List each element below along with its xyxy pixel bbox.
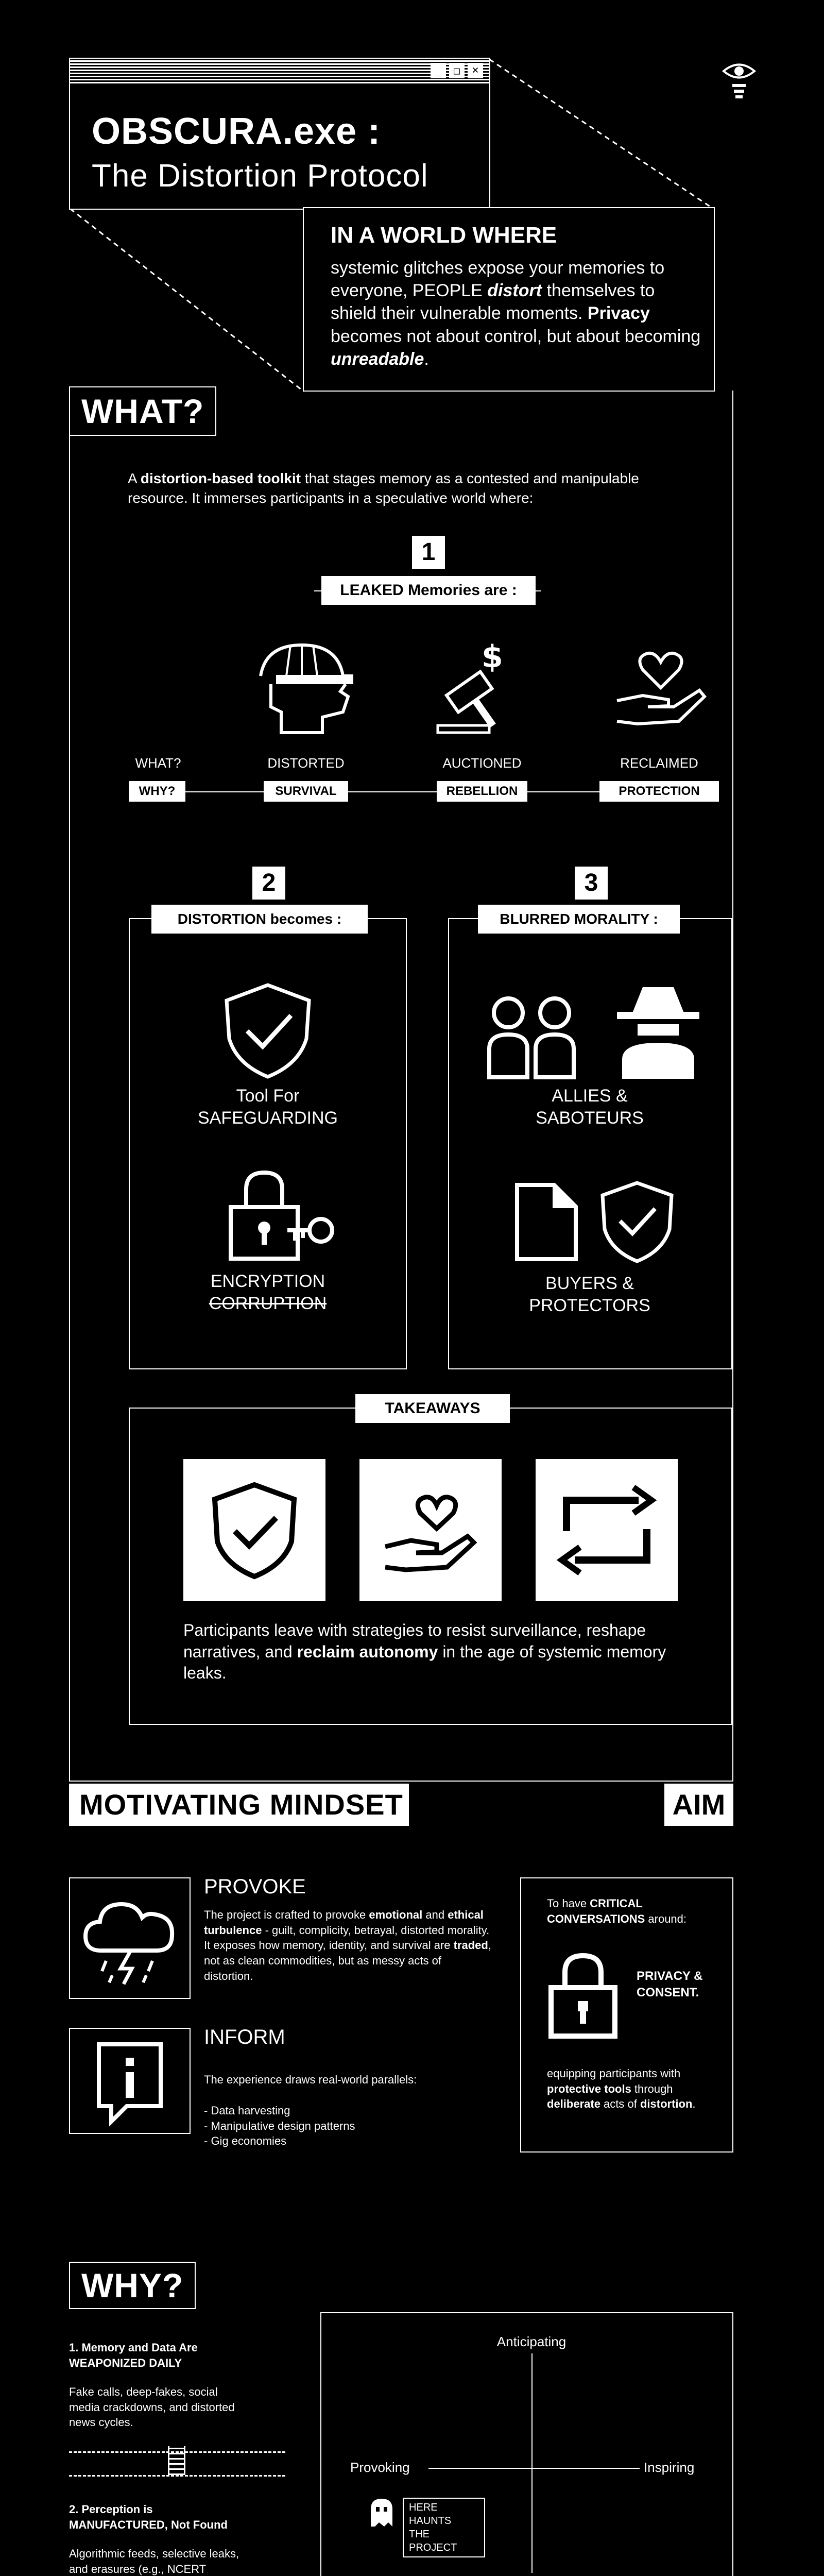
- heart-hand-tile-icon: [359, 1459, 502, 1601]
- world-body: systemic glitches expose your memories to everyone, PEOPLE distort themselves to shield their vulnerable moments. Privacy becomes not about control, but about becoming unreadable.: [331, 258, 701, 369]
- svg-text:$: $: [482, 639, 503, 675]
- aim-heading: AIM: [664, 1784, 733, 1826]
- minimize-button[interactable]: _: [431, 63, 446, 78]
- why-row-label: WHY?: [129, 781, 185, 802]
- document-icon: [513, 1181, 580, 1263]
- info-speech-icon: [70, 2029, 190, 2133]
- hacker-head-icon: [245, 635, 364, 738]
- why-connector-1: [168, 2446, 185, 2475]
- takeaways-label: TAKEAWAYS: [355, 1394, 510, 1423]
- title-bar: [70, 59, 489, 83]
- protection-label: PROTECTION: [599, 781, 719, 802]
- inform-intro: The experience draws real-world parallels:: [204, 2073, 417, 2086]
- why-heading: WHY?: [69, 2262, 196, 2309]
- what-heading: WHAT?: [69, 386, 216, 436]
- aim-privacy: PRIVACY & CONSENT.: [637, 1969, 703, 2000]
- window-controls: [431, 63, 483, 78]
- ghost-icon: [369, 2497, 394, 2528]
- allies-people-icon: [485, 987, 578, 1080]
- step-3-badge: 3: [575, 867, 608, 900]
- distortion-label: DISTORTION becomes :: [151, 905, 368, 934]
- buyers-caption: BUYERS & PROTECTORS: [529, 1274, 650, 1315]
- axis-left-label: Provoking: [350, 2460, 410, 2475]
- axis-top-label: Anticipating: [496, 2334, 566, 2349]
- axis-right-label: Inspiring: [644, 2460, 695, 2475]
- storm-cloud-icon: [70, 1878, 190, 1998]
- allies-caption: ALLIES & SABOTEURS: [536, 1086, 644, 1128]
- shield-check-icon: [221, 982, 314, 1080]
- heart-hand-icon: [612, 639, 710, 732]
- ghost-label: HERE HAUNTS THE PROJECT: [403, 2498, 485, 2557]
- world-heading: IN A WORLD WHERE: [331, 223, 557, 248]
- why-point-2-body: Algorithmic feeds, selective leaks, and erasures (e.g., NCERT: [69, 2547, 239, 2575]
- distorted-label: DISTORTED: [267, 755, 345, 771]
- list-item: - Data harvesting: [204, 2104, 290, 2117]
- what-row-label: WHAT?: [135, 755, 181, 771]
- what-intro: A distortion-based toolkit that stages memory as a contested and manipulable resource. It immerses participants in a speculative world where:: [128, 470, 639, 506]
- padlock-icon: [547, 1952, 619, 2039]
- rebellion-label: REBELLION: [437, 781, 527, 802]
- lock-key-icon: [226, 1168, 344, 1261]
- list-item: - Gig economies: [204, 2134, 287, 2148]
- survival-label: SURVIVAL: [264, 781, 348, 802]
- why-point-2-title: 2. Perception is MANUFACTURED, Not Found: [69, 2503, 228, 2531]
- provoke-icon-box: [69, 1877, 191, 1999]
- spy-icon: [612, 982, 705, 1080]
- inform-title: INFORM: [204, 2026, 285, 2048]
- gavel-dollar-icon: [433, 639, 525, 737]
- list-item: - Manipulative design patterns: [204, 2119, 355, 2132]
- title-window: [69, 58, 490, 210]
- tool-caption: Tool For SAFEGUARDING: [197, 1086, 338, 1128]
- aim-body: equipping participants with protective tools through deliberate acts of distortion.: [547, 2067, 696, 2111]
- aim-intro: To have CRITICAL CONVERSATIONS around:: [547, 1897, 687, 1925]
- why-point-1-title: 1. Memory and Data Are WEAPONIZED DAILY: [69, 2341, 198, 2369]
- provoke-body: The project is crafted to provoke emotional and ethical turbulence - guilt, complicity, betrayal, distorted morality. It exposes how memory, identity, and survival are traded, not as clean commodities, but as messy acts of distortion.: [204, 1908, 491, 1982]
- shield-check-small-icon: [598, 1180, 676, 1264]
- step-1-badge: 1: [412, 536, 445, 569]
- maximize-button[interactable]: □: [449, 63, 465, 78]
- auctioned-label: AUCTIONED: [442, 755, 522, 771]
- blurred-label: BLURRED MORALITY :: [478, 905, 680, 934]
- title-line-2: The Distortion Protocol: [92, 158, 428, 194]
- refresh-arrows-tile-icon: [536, 1459, 678, 1601]
- close-button[interactable]: ×: [468, 63, 483, 78]
- inform-list: [204, 2103, 492, 2149]
- takeaways-text: Participants leave with strategies to resist surveillance, reshape narratives, and reclaim autonomy in the age of systemic memory leaks.: [183, 1621, 666, 1683]
- title-line-1: OBSCURA.exe :: [92, 111, 381, 152]
- mindset-heading: MOTIVATING MINDSET: [69, 1784, 409, 1826]
- encryption-caption: ENCRYPTION CORRUPTION: [209, 1272, 327, 1313]
- why-point-1-body: Fake calls, deep-fakes, social media crackdowns, and distorted news cycles.: [69, 2385, 235, 2429]
- provoke-title: PROVOKE: [204, 1875, 306, 1898]
- inform-icon-box: [69, 2028, 191, 2134]
- reclaimed-label: RECLAIMED: [620, 755, 698, 771]
- leaked-label: LEAKED Memories are :: [321, 576, 536, 605]
- step-2-badge: 2: [252, 867, 285, 900]
- world-box: [303, 207, 715, 392]
- positioning-matrix: [320, 2312, 733, 2576]
- shield-tile-icon: [183, 1459, 325, 1601]
